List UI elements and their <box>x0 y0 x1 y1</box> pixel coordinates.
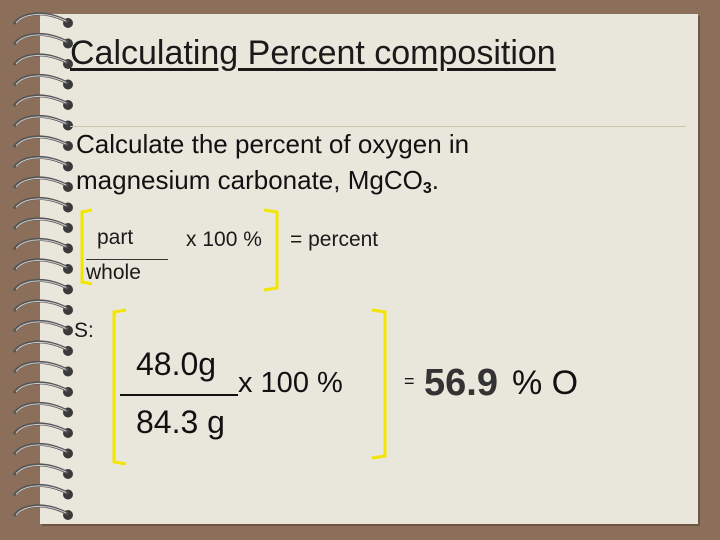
formula-left-bracket <box>76 206 96 288</box>
solution-fraction-line <box>120 394 238 396</box>
question-line-2-prefix: magnesium carbonate, Mg <box>76 165 384 195</box>
spiral-ring <box>14 198 73 212</box>
formula-right-bracket <box>260 206 284 294</box>
spiral-ring <box>14 260 73 274</box>
solution-multiplier: x 100 % <box>238 367 343 399</box>
slide-title: Calculating Percent composition <box>70 34 556 72</box>
spiral-ring <box>14 465 73 479</box>
question-formula-subscript: 3 <box>422 180 432 197</box>
spiral-ring <box>14 403 73 417</box>
solution-denominator: 84.3 g <box>136 404 225 440</box>
spiral-ring <box>14 383 73 397</box>
spiral-ring <box>14 137 73 151</box>
spiral-ring <box>14 96 73 110</box>
question-line-1: Calculate the percent of oxygen in <box>76 129 470 159</box>
spiral-ring <box>14 239 73 253</box>
formula-multiplier: x 100 % <box>186 228 262 251</box>
spiral-ring <box>14 485 73 499</box>
solution-numerator: 48.0g <box>136 346 217 382</box>
formula-fraction-line <box>86 259 168 260</box>
spiral-ring <box>14 424 73 438</box>
spiral-ring <box>14 506 73 520</box>
question-text <box>76 126 676 207</box>
spiral-ring <box>14 321 73 335</box>
spiral-ring <box>14 219 73 233</box>
spiral-ring <box>14 157 73 171</box>
solution-label: S: <box>74 319 94 342</box>
spiral-ring <box>14 342 73 356</box>
formula-denominator: whole <box>86 261 141 284</box>
answer-unit: % O <box>512 364 579 402</box>
formula-numerator: part <box>97 226 134 249</box>
spiral-ring <box>14 301 73 315</box>
formula-result: = percent <box>290 228 379 251</box>
spiral-ring <box>14 178 73 192</box>
spiral-ring <box>14 362 73 376</box>
solution-right-bracket <box>368 306 394 468</box>
spiral-ring <box>14 34 73 48</box>
solution-left-bracket <box>104 306 130 468</box>
question-formula: CO <box>383 165 423 195</box>
spiral-ring <box>14 55 73 69</box>
spiral-ring <box>14 444 73 458</box>
question-line-2-suffix: . <box>431 165 439 195</box>
answer-value: 56.9 <box>424 362 498 404</box>
answer-equals: = <box>404 371 415 391</box>
spiral-ring <box>14 14 73 28</box>
spiral-ring <box>14 116 73 130</box>
spiral-ring <box>14 75 73 89</box>
spiral-ring <box>14 280 73 294</box>
